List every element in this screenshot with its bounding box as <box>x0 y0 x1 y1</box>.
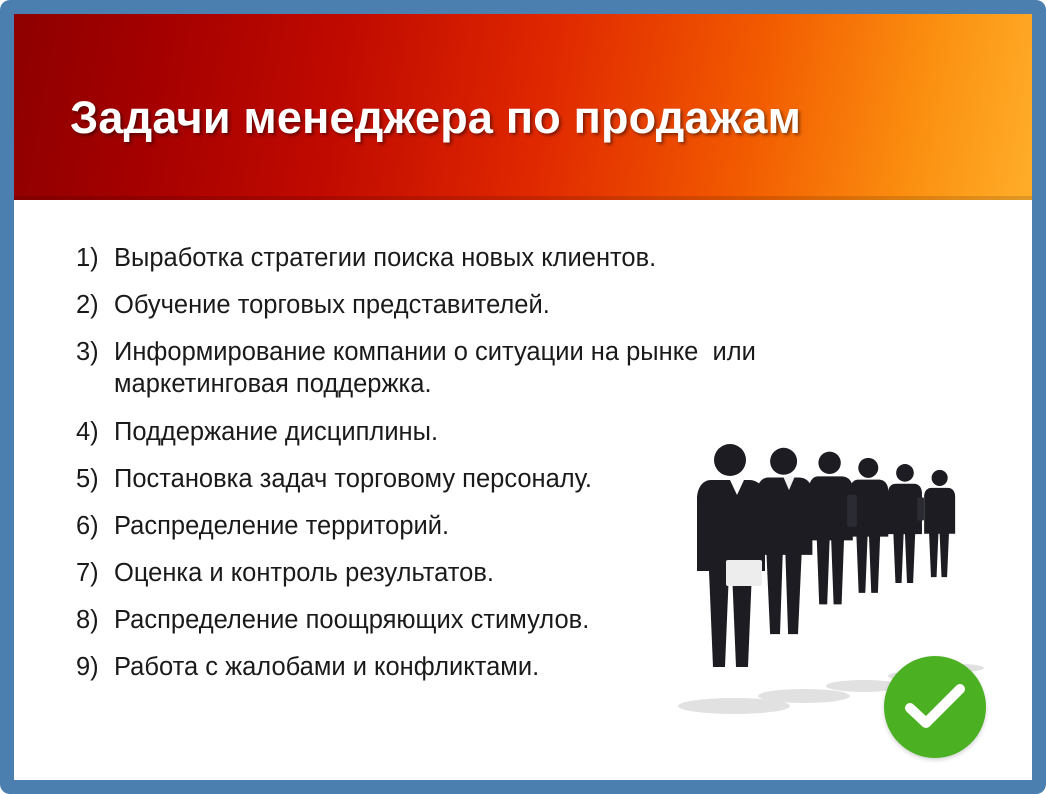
list-item-text: Обучение торговых представителей. <box>114 291 550 320</box>
list-item-text: Работа с жалобами и конфликтами. <box>114 653 540 682</box>
list-item-number: 8) <box>76 606 99 634</box>
list-item-text: Распределение территорий. <box>114 511 450 540</box>
list-item-number: 5) <box>76 464 99 493</box>
list-item-number: 7) <box>76 558 99 587</box>
page-title: Задачи менеджера по продажам <box>70 92 802 143</box>
check-circle-icon <box>884 656 986 758</box>
list-item-number: 3) <box>76 338 99 367</box>
list-item-number: 6) <box>76 511 99 540</box>
list-item-text: Выработка стратегии поиска новых клиентов. <box>114 244 657 272</box>
list-item-text: Постановка задач торговому персоналу. <box>114 464 592 493</box>
list-item <box>76 336 936 400</box>
list-item-number: 1) <box>76 244 99 272</box>
list-item <box>76 242 936 274</box>
list-item-text: Поддержание дисциплины. <box>114 417 439 446</box>
list-item-text: Информирование компании о ситуации на рынке или маркетинговая поддержка. <box>114 338 763 399</box>
slide-inner <box>14 14 1032 780</box>
list-item <box>76 289 936 321</box>
list-item-number: 2) <box>76 291 99 320</box>
list-item-text: Оценка и контроль результатов. <box>114 558 494 587</box>
title-banner <box>14 14 1032 200</box>
slide-content <box>14 200 1032 780</box>
list-item-number: 4) <box>76 417 99 446</box>
list-item-number: 9) <box>76 653 99 682</box>
list-item-text: Распределение поощряющих стимулов. <box>114 606 590 634</box>
